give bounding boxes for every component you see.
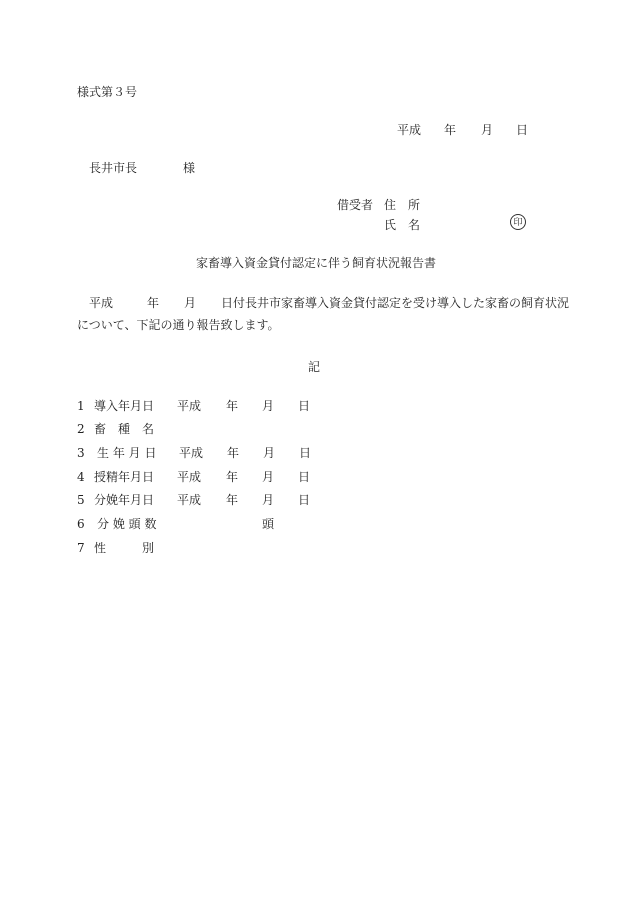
item-era: 平成 bbox=[177, 399, 202, 413]
item-day: 日 bbox=[298, 470, 311, 484]
item-era: 平成 bbox=[177, 493, 202, 507]
body-era: 平成 bbox=[89, 296, 114, 310]
item-number: 4 bbox=[77, 470, 85, 484]
address-label: 住 所 bbox=[384, 198, 421, 212]
item-era: 平成 bbox=[177, 470, 202, 484]
item-label: 生 年 月 日 bbox=[97, 446, 157, 460]
body-paragraph-line1 bbox=[89, 296, 569, 310]
item-label: 分 娩 頭 数 bbox=[97, 517, 157, 531]
item-day: 日 bbox=[298, 399, 311, 413]
item-label: 性 別 bbox=[94, 541, 155, 555]
document-title: 家畜導入資金貸付認定に伴う飼育状況報告書 bbox=[196, 256, 437, 270]
item-number: 5 bbox=[77, 493, 85, 507]
item-label: 授精年月日 bbox=[94, 470, 155, 484]
item-month: 月 bbox=[262, 470, 275, 484]
item-month: 月 bbox=[262, 399, 275, 413]
borrower-label: 借受者 bbox=[337, 198, 374, 212]
seal-icon: 印 bbox=[510, 214, 526, 230]
item-year: 年 bbox=[226, 493, 239, 507]
addressee-name: 長井市長 bbox=[89, 161, 138, 175]
item-month: 月 bbox=[263, 446, 276, 460]
date-month: 月 bbox=[481, 123, 494, 137]
item-day: 日 bbox=[298, 493, 311, 507]
form-number: 様式第３号 bbox=[77, 85, 138, 99]
item-number: 3 bbox=[77, 446, 85, 460]
body-text: 日付長井市家畜導入資金貸付認定を受け導入した家畜の飼育状況 bbox=[221, 296, 570, 310]
body-paragraph-line2: について、下記の通り報告致します。 bbox=[77, 318, 280, 332]
date-year: 年 bbox=[444, 123, 457, 137]
body-year: 年 bbox=[147, 296, 160, 310]
addressee-suffix: 様 bbox=[183, 161, 196, 175]
item-day: 日 bbox=[299, 446, 312, 460]
item-year: 年 bbox=[226, 399, 239, 413]
item-unit: 頭 bbox=[262, 517, 275, 531]
item-label: 畜 種 名 bbox=[94, 422, 155, 436]
item-number: 1 bbox=[77, 399, 85, 413]
name-label: 氏 名 bbox=[384, 218, 421, 232]
item-number: 6 bbox=[77, 517, 85, 531]
body-month: 月 bbox=[184, 296, 197, 310]
item-label: 分娩年月日 bbox=[94, 493, 155, 507]
item-month: 月 bbox=[262, 493, 275, 507]
ki-heading: 記 bbox=[308, 360, 321, 374]
item-label: 導入年月日 bbox=[94, 399, 155, 413]
date-era: 平成 bbox=[397, 123, 422, 137]
item-number: 2 bbox=[77, 422, 85, 436]
item-era: 平成 bbox=[179, 446, 204, 460]
date-day: 日 bbox=[516, 123, 529, 137]
item-number: 7 bbox=[77, 541, 85, 555]
item-year: 年 bbox=[227, 446, 240, 460]
item-year: 年 bbox=[226, 470, 239, 484]
